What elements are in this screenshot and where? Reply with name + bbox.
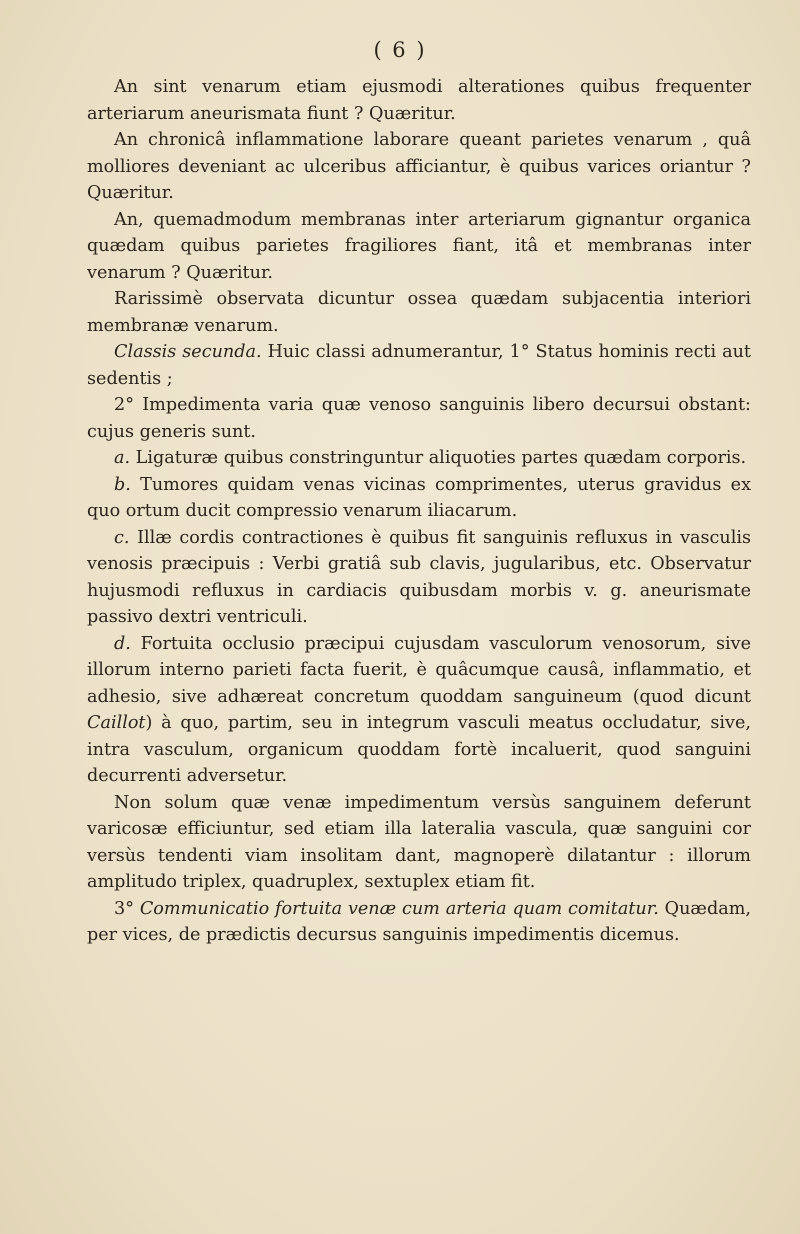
- paragraph: An sint venarum etiam ejusmodi alterationes quibus frequenter arteriarum aneurismata fiunt ? Quæritur.: [87, 77, 751, 124]
- body-text: [87, 74, 751, 949]
- paragraph: Rarissimè observata dicuntur ossea quædam subjacentia interiori membranæ venarum.: [87, 289, 751, 336]
- list-item-c: c. Illæ cordis contractiones è quibus fit sanguinis refluxus in vasculis venosis præcipuis : Verbi gratiâ sub clavis, jugularibus, etc. Observatur hujusmodi refluxus in cardiacis quibusdam morbis v. g. aneurismate passivo dextri ventriculi.: [87, 527, 751, 627]
- paragraph-classis-secunda: Classis secunda. Huic classi adnumerantur, 1° Status hominis recti aut sedentis ;: [87, 342, 751, 389]
- paragraph: An, quemadmodum membranas inter arteriarum gignantur organica quædam quibus parietes fragiliores fiant, itâ et membranas inter venarum ? Quæritur.: [87, 209, 751, 283]
- paragraph: An chronicâ inflammatione laborare queant parietes venarum , quâ molliores deveniant ac ulceribus afficiantur, è quibus varices oriantur ? Quæritur.: [87, 130, 751, 203]
- paragraph: 2° Impedimenta varia quæ venoso sanguinis libero decursui obstant: cujus generis sunt.: [87, 395, 751, 442]
- page-number: ( 6 ): [373, 38, 427, 62]
- paragraph-communicatio: 3° Communicatio fortuita venæ cum arteria quam comitatur. Quædam, per vices, de prædictis decursus sanguinis impedimentis dicemus.: [87, 898, 751, 945]
- list-item-b: b. Tumores quidam venas vicinas comprimentes, uterus gravidus ex quo ortum ducit compressio venarum iliacarum.: [87, 474, 751, 521]
- list-item-d: d. Fortuita occlusio præcipui cujusdam vasculorum venosorum, sive illorum interno parieti facta fuerit, è quâcumque causâ, inflammatio, et adhesio, sive adhæreat concretum quoddam sanguineum (quod dicunt Caillot) à quo, partim, seu in integrum vasculi meatus occludatur, sive, intra vasculum, organicum quoddam fortè incaluerit, quod sanguini decurrenti adversetur.: [87, 633, 751, 786]
- paragraph: Non solum quæ venæ impedimentum versùs sanguinem deferunt varicosæ efficiuntur, sed etiam illa lateralia vascula, quæ sanguini cor versùs tendenti viam insolitam dant, magnoperè dilatantur : illorum amplitudo triplex, quadruplex, sextuplex etiam fit.: [87, 792, 751, 892]
- list-item-a: a. Ligaturæ quibus constringuntur aliquoties partes quædam corporis.: [114, 448, 747, 468]
- section-heading: Classis secunda.: [114, 342, 262, 362]
